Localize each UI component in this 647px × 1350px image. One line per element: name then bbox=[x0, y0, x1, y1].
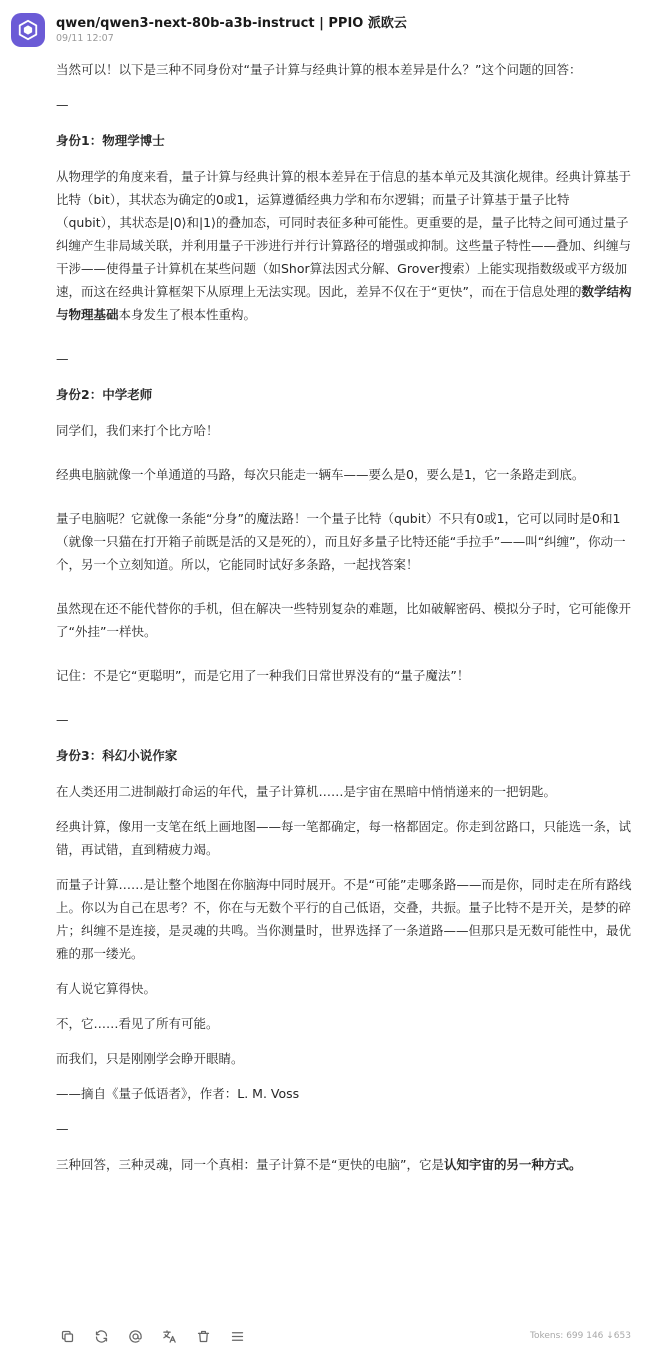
persona2-title: 身份2：中学老师 bbox=[56, 387, 153, 402]
refresh-icon bbox=[94, 1329, 109, 1344]
conclusion: 三种回答，三种灵魂，同一个真相：量子计算不是“更快的电脑”，它是认知宇宙的另一种方式。 bbox=[56, 1157, 582, 1172]
model-name: qwen/qwen3-next-80b-a3b-instruct | PPIO 派欧云 bbox=[56, 16, 407, 31]
persona3-title: 身份3：科幻小说作家 bbox=[56, 748, 178, 763]
persona3-p7: ——摘自《量子低语者》，作者：L. M. Voss bbox=[56, 1086, 300, 1101]
menu-icon bbox=[230, 1329, 245, 1344]
persona3-p4: 有人说它算得快。 bbox=[56, 981, 157, 996]
separator: — bbox=[56, 97, 69, 112]
copy-button[interactable] bbox=[56, 1325, 78, 1347]
mention-button[interactable] bbox=[124, 1325, 146, 1347]
separator: — bbox=[56, 712, 69, 727]
persona2-p1: 同学们，我们来打个比方哈！ bbox=[56, 423, 219, 438]
token-count: Tokens: 699 146 ↓653 bbox=[530, 1331, 631, 1341]
more-menu-button[interactable] bbox=[226, 1325, 248, 1347]
message-content bbox=[56, 58, 632, 1188]
persona1-paragraph: 从物理学的角度来看，量子计算与经典计算的根本差异在于信息的基本单元及其演化规律。经典计算基于比特（bit），其状态为确定的0或1，运算遵循经典力学和布尔逻辑；而量子计算基于量子比特（qubit），其状态是|0⟩和|1⟩的叠加态，可同时表征多种可能性。更重要的是，量子比特之间可通过量子纠缠产生非局域关联，并利用量子干涉进行并行计算路径的增强或抑制。这些量子特性——叠加、纠缠与干涉——使得量子计算机在某些问题（如Shor算法因式分解、Grover搜索）上能实现指数级或平方级加速，而这在经典计算框架下从原理上无法实现。因此，差异不仅在于“更快”，而在于信息处理的数学结构与物理基础本身发生了根本性重构。 bbox=[56, 169, 632, 322]
message-timestamp: 09/11 12:07 bbox=[56, 33, 114, 44]
persona2-p3: 量子电脑呢？它就像一条能“分身”的魔法路！一个量子比特（qubit）不只有0或1，它可以同时是0和1（就像一只猫在打开箱子前既是活的又是死的），而且好多量子比特还能“手拉手”——叫“纠缠”，你动一个，另一个立刻知道。所以，它能同时试好多条路，一起找答案！ bbox=[56, 511, 626, 572]
at-sign-icon bbox=[128, 1329, 143, 1344]
regenerate-button[interactable] bbox=[90, 1325, 112, 1347]
copy-icon bbox=[60, 1329, 75, 1344]
persona3-p3: 而量子计算……是让整个地图在你脑海中同时展开。不是“可能”走哪条路——而是你，同时走在所有路线上。你以为自己在思考？不，你在与无数个平行的自己低语，交叠，共振。量子比特不是开关，是梦的碎片；纠缠不是连接，是灵魂的共鸣。当你测量时，世界选择了一条道路——但那只是无数可能性中，最优雅的那一缕光。 bbox=[56, 877, 632, 961]
delete-button[interactable] bbox=[192, 1325, 214, 1347]
model-avatar bbox=[11, 13, 45, 47]
translate-button[interactable] bbox=[158, 1325, 180, 1347]
persona3-p6: 而我们，只是刚刚学会睁开眼睛。 bbox=[56, 1051, 244, 1066]
intro-text: 当然可以！以下是三种不同身份对“量子计算与经典计算的根本差异是什么？”这个问题的回答： bbox=[56, 62, 582, 77]
trash-icon bbox=[196, 1329, 211, 1344]
persona3-p2: 经典计算，像用一支笔在纸上画地图——每一笔都确定，每一格都固定。你走到岔路口，只能选一条，试错，再试错，直到精疲力竭。 bbox=[56, 819, 632, 857]
separator: — bbox=[56, 1121, 69, 1136]
persona3-p5: 不，它……看见了所有可能。 bbox=[56, 1016, 219, 1031]
qwen-logo-icon bbox=[17, 19, 39, 41]
separator: — bbox=[56, 351, 69, 366]
translate-icon bbox=[162, 1329, 177, 1344]
message-toolbar bbox=[56, 1325, 248, 1347]
persona1-title: 身份1：物理学博士 bbox=[56, 133, 165, 148]
persona2-p2: 经典电脑就像一个单通道的马路，每次只能走一辆车——要么是0，要么是1，它一条路走到底。 bbox=[56, 467, 585, 482]
persona2-p5: 记住：不是它“更聪明”，而是它用了一种我们日常世界没有的“量子魔法”！ bbox=[56, 668, 470, 683]
persona2-p4: 虽然现在还不能代替你的手机，但在解决一些特别复杂的难题，比如破解密码、模拟分子时，它可能像开了“外挂”一样快。 bbox=[56, 601, 632, 639]
persona3-p1: 在人类还用二进制敲打命运的年代，量子计算机……是宇宙在黑暗中悄悄递来的一把钥匙。 bbox=[56, 784, 557, 799]
